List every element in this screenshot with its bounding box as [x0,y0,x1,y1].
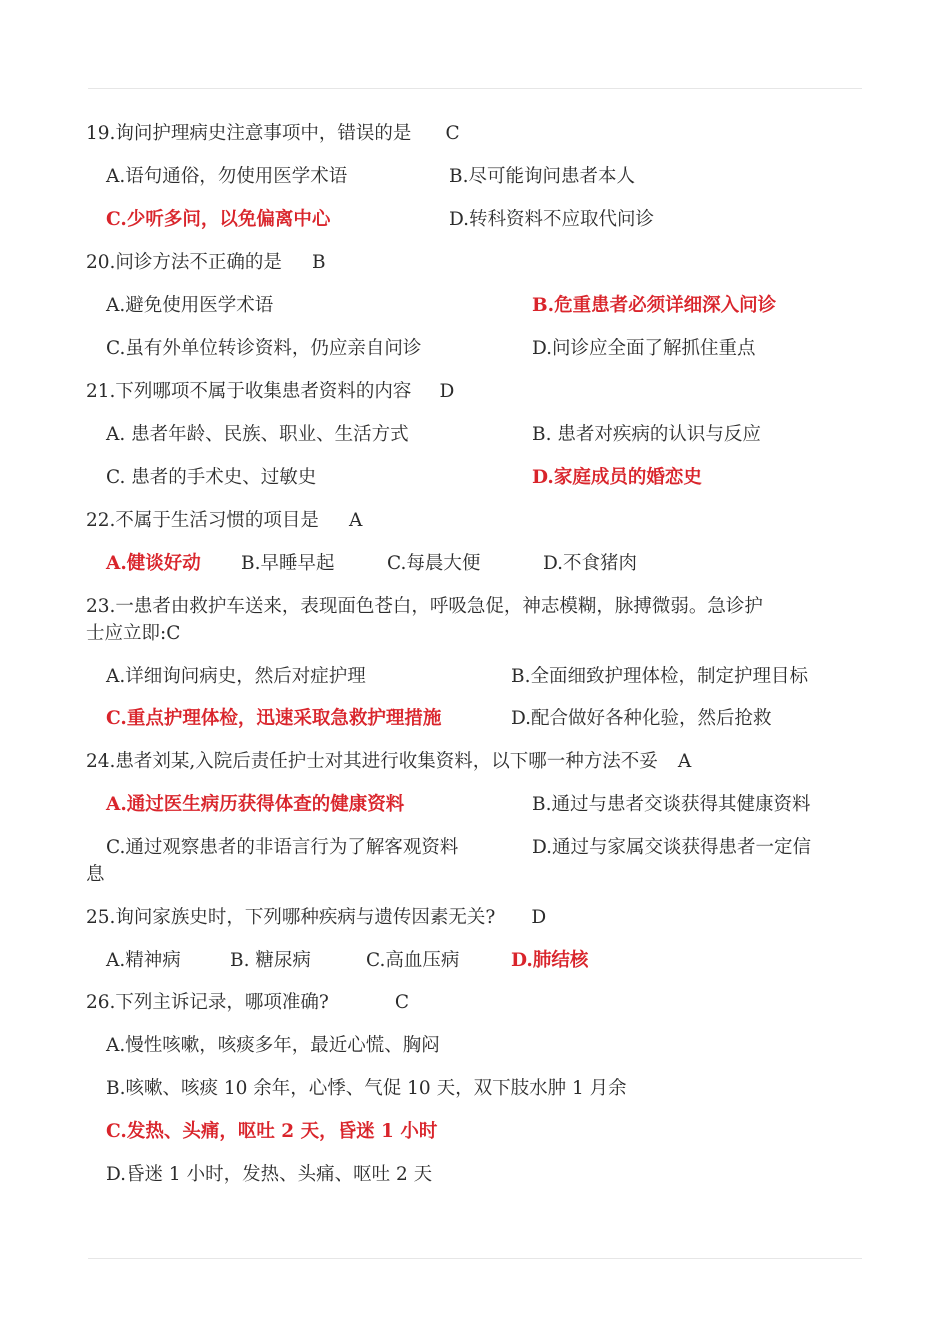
answer-key: A [348,510,363,531]
question-23-options-row-1 [0,662,950,692]
header-divider [88,88,862,89]
question-stem: 20.问诊方法不正确的是 [86,252,282,273]
question-stem: 19.询问护理病史注意事项中，错误的是 [86,123,412,144]
question-26-option-c-row [0,1117,950,1147]
option-b-correct: B.危重患者必须详细深入问诊 [532,295,777,316]
question-22 [0,506,950,536]
option-c: C. 患者的手术史、过敏史 [106,467,317,488]
answer-key: D [531,907,547,928]
option-c-correct: C.少听多问，以免偏离中心 [106,209,331,230]
option-d-correct: D.肺结核 [511,950,589,971]
question-24-options-row-2 [0,833,950,863]
question-23-line-2 [0,619,950,649]
option-a: A.精神病 [106,950,181,971]
option-b: B. 患者对疾病的认识与反应 [532,424,761,445]
option-c: C.虽有外单位转诊资料，仍应亲自问诊 [106,338,422,359]
option-a: A.避免使用医学术语 [106,295,274,316]
question-26-option-d-row [0,1160,950,1190]
question-20-options-row-2 [0,334,950,364]
question-23-options-row-2 [0,704,950,734]
option-a: A.慢性咳嗽，咳痰多年，最近心慌、胸闷 [106,1035,440,1056]
option-b: B.通过与患者交谈获得其健康资料 [532,794,811,815]
question-19-options-row-2 [0,205,950,235]
question-19-options-row-1 [0,162,950,192]
question-stem: 21.下列哪项不属于收集患者资料的内容 [86,381,412,402]
question-24-options-row-1 [0,790,950,820]
option-a: A.语句通俗，勿使用医学术语 [106,166,348,187]
question-25 [0,903,950,933]
question-stem: 25.询问家族史时，下列哪种疾病与遗传因素无关? [86,907,496,928]
option-a-correct: A.健谈好动 [106,553,201,574]
option-c: C.通过观察患者的非语言行为了解客观资料 [106,837,459,858]
question-21 [0,377,950,407]
question-22-options [0,549,950,579]
question-stem: 22.不属于生活习惯的项目是 [86,510,319,531]
answer-key: D [439,381,455,402]
question-25-options [0,946,950,976]
option-d: D.问诊应全面了解抓住重点 [532,338,756,359]
question-23-line-1 [0,592,950,622]
footer-divider [88,1258,862,1259]
option-d: D.转科资料不应取代问诊 [449,209,655,230]
question-21-options-row-1 [0,420,950,450]
option-c: C.高血压病 [366,950,460,971]
answer-key: A [677,751,692,772]
question-stem: 24.患者刘某,入院后责任护士对其进行收集资料，以下哪一种方法不妥 [86,751,658,772]
option-c: C.每晨大便 [387,553,481,574]
question-20-options-row-1 [0,291,950,321]
answer-key: B [311,252,326,273]
option-d: D.昏迷 1 小时，发热、头痛、呕吐 2 天 [106,1164,433,1185]
answer-key: C [445,123,460,144]
question-26 [0,988,950,1018]
option-a: A. 患者年龄、民族、职业、生活方式 [106,424,409,445]
question-stem: 23.一患者由救护车送来，表现面色苍白，呼吸急促，神志模糊，脉搏微弱。急诊护 [86,596,763,617]
question-stem: 26.下列主诉记录，哪项准确? [86,992,329,1013]
option-c-correct: C.发热、头痛，呕吐 2 天，昏迷 1 小时 [106,1121,438,1142]
question-24 [0,747,950,777]
option-c-correct: C.重点护理体检，迅速采取急救护理措施 [106,708,442,729]
option-d: D.不食猪肉 [543,553,638,574]
question-26-option-b-row [0,1074,950,1104]
option-a-correct: A.通过医生病历获得体查的健康资料 [106,794,405,815]
question-24-wrap [0,860,950,890]
option-b: B.早睡早起 [241,553,335,574]
option-b: B. 糖尿病 [230,950,311,971]
option-b: B.全面细致护理体检，制定护理目标 [511,666,808,687]
question-stem-continued: 士应立即:C [86,623,181,644]
question-26-option-a-row [0,1031,950,1061]
answer-key: C [394,992,409,1013]
question-20 [0,248,950,278]
option-d: D.配合做好各种化验，然后抢救 [511,708,772,729]
option-d-correct: D.家庭成员的婚恋史 [532,467,702,488]
question-19 [0,119,950,149]
option-b: B.咳嗽、咳痰 10 余年，心悸、气促 10 天，双下肢水肿 1 月余 [106,1078,627,1099]
option-a: A.详细询问病史，然后对症护理 [106,666,366,687]
option-d: D.通过与家属交谈获得患者一定信 [532,837,812,858]
option-d-continued: 息 [86,864,105,885]
question-21-options-row-2 [0,463,950,493]
option-b: B.尽可能询问患者本人 [449,166,635,187]
